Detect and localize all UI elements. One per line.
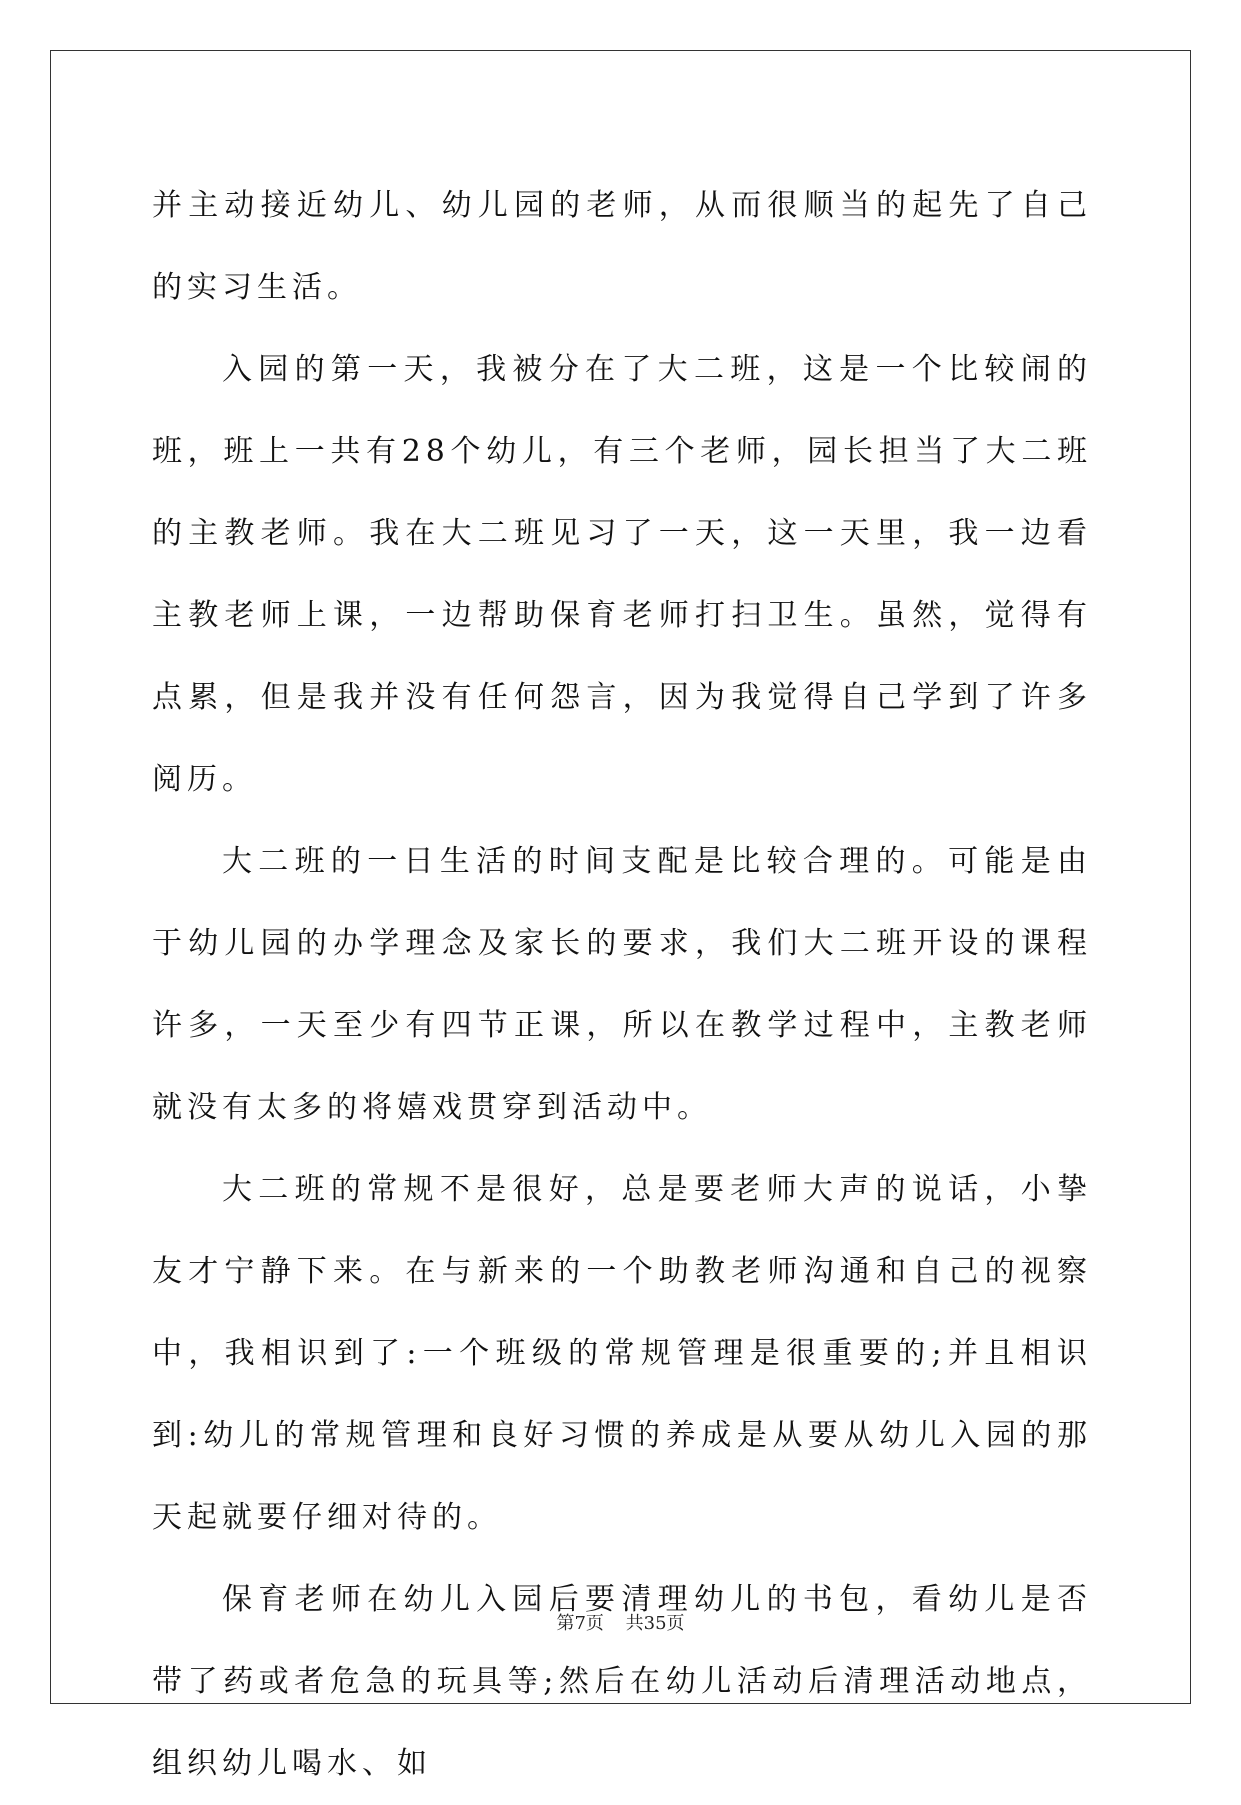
document-body xyxy=(152,165,1092,1805)
page-number-total: 共35页 xyxy=(625,1613,685,1634)
paragraph-3: 大二班的一日生活的时间支配是比较合理的。可能是由于幼儿园的办学理念及家长的要求，我们大二班开设的课程许多，一天至少有四节正课，所以在教学过程中，主教老师就没有太多的将嬉戏贯穿到活动中。 xyxy=(152,844,1092,1125)
paragraph-5: 保育老师在幼儿入园后要清理幼儿的书包，看幼儿是否带了药或者危急的玩具等;然后在幼儿活动后清理活动地点，组织幼儿喝水、如 xyxy=(152,1582,1092,1781)
paragraph-1: 并主动接近幼儿、幼儿园的老师，从而很顺当的起先了自己的实习生活。 xyxy=(152,188,1092,305)
paragraph-4: 大二班的常规不是很好，总是要老师大声的说话，小挚友才宁静下来。在与新来的一个助教老师沟通和自己的视察中，我相识到了:一个班级的常规管理是很重要的;并且相识到:幼儿的常规管理和良好习惯的养成是从要从幼儿入园的那天起就要仔细对待的。 xyxy=(152,1172,1092,1535)
page-number-current: 第7页 xyxy=(556,1613,604,1634)
paragraph-2: 入园的第一天，我被分在了大二班，这是一个比较闹的班，班上一共有28个幼儿，有三个老师，园长担当了大二班的主教老师。我在大二班见习了一天，这一天里，我一边看主教老师上课，一边帮助保育老师打扫卫生。虽然，觉得有点累，但是我并没有任何怨言，因为我觉得自己学到了许多阅历。 xyxy=(152,352,1092,797)
page-footer xyxy=(0,1612,1241,1636)
